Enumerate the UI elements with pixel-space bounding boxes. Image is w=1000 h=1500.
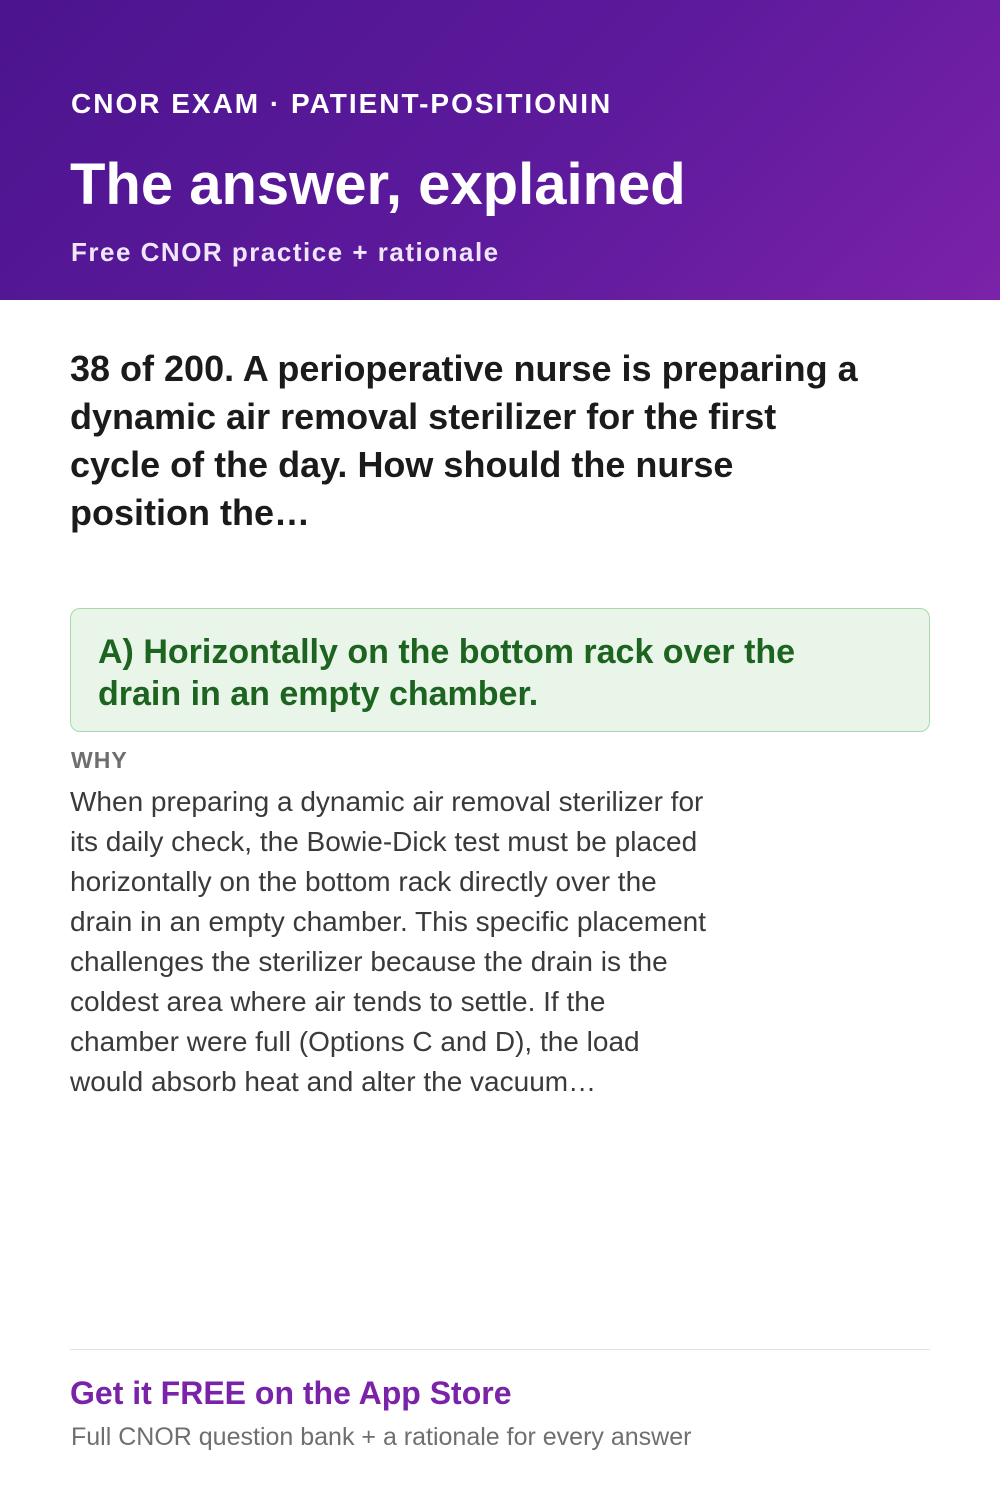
rationale-label: WHY — [71, 747, 128, 773]
app-store-link[interactable]: Get it FREE on the App Store — [70, 1375, 512, 1411]
header-banner — [0, 0, 1000, 300]
rationale-text: When preparing a dynamic air removal sterilizer for its daily check, the Bowie-Dick test must be placed horizontally on the bottom rack directly over the drain in an empty chamber. This specific placement challenges the sterilizer because the drain is the coldest area where air tends to settle. If the chamber were full (Options C and D), the load would absorb heat and alter the vacuum… — [70, 786, 707, 1097]
page-title: The answer, explained — [70, 152, 686, 217]
correct-answer-card — [70, 608, 930, 732]
footer-divider — [70, 1349, 930, 1350]
question-text: 38 of 200. A perioperative nurse is preparing a dynamic air removal sterilizer for the first cycle of the day. How should the nurse position the… — [70, 348, 858, 533]
correct-answer-text: A) Horizontally on the bottom rack over the drain in an empty chamber. — [98, 633, 796, 713]
page-subtitle: Free CNOR practice + rationale — [71, 237, 500, 267]
exam-category-label: CNOR EXAM · PATIENT-POSITIONIN — [71, 88, 613, 119]
app-store-subtext: Full CNOR question bank + a rationale for every answer — [71, 1423, 692, 1451]
